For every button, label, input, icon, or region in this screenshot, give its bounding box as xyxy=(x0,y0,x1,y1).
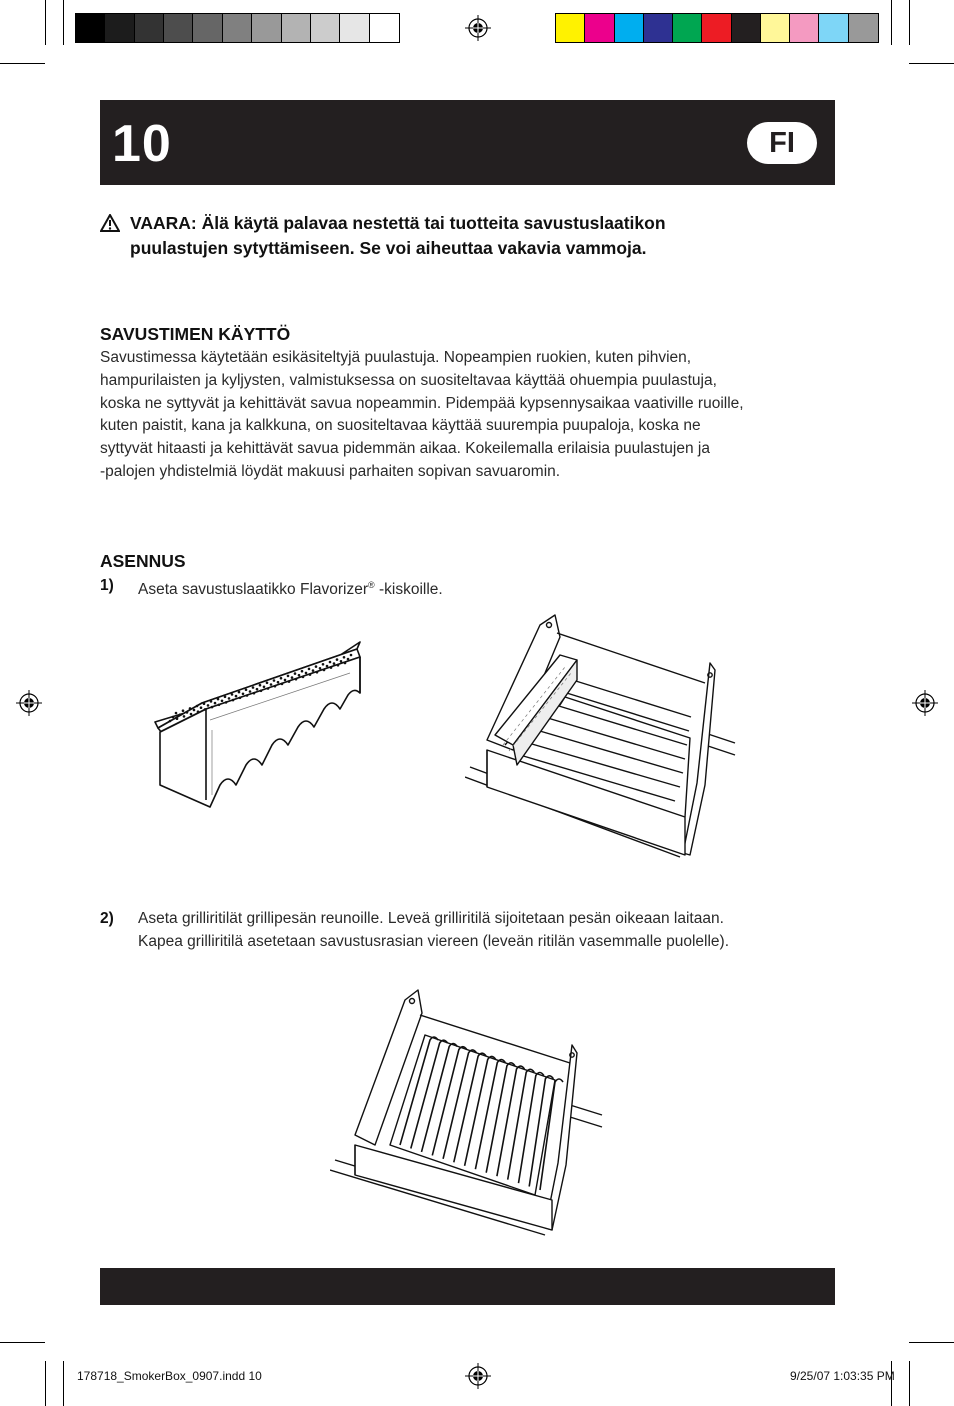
crop-mark xyxy=(0,63,45,64)
color-swatch xyxy=(819,14,848,42)
color-swatch xyxy=(252,14,281,42)
color-swatch xyxy=(135,14,164,42)
grill-grates-illustration xyxy=(330,985,610,1240)
usage-paragraph xyxy=(100,347,830,484)
page-number: 10 xyxy=(112,115,172,173)
step-text xyxy=(138,907,729,953)
usage-section-title: SAVUSTIMEN KÄYTTÖ xyxy=(100,324,291,344)
step-number: 2) xyxy=(100,910,114,927)
grayscale-color-bar xyxy=(75,13,400,43)
usage-line: Savustimessa käytetään esikäsiteltyjä puulastuja. Nopeampien ruokien, kuten pihvien, xyxy=(100,349,692,366)
color-swatch xyxy=(849,14,878,42)
crop-mark xyxy=(0,1342,45,1343)
step-number: 1) xyxy=(100,577,114,594)
step-2 xyxy=(100,907,830,953)
page-header-bar xyxy=(100,100,835,185)
usage-line: syttyvät hitaasti ja kehittävät savua pidemmän aikaa. Kokeilemalla erilaisia puulastujen ja xyxy=(100,440,710,458)
color-swatch xyxy=(732,14,761,42)
crop-mark xyxy=(909,63,954,64)
warning-line-2: puulastujen sytyttämiseen. Se voi aiheuttaa vakavia vammoja. xyxy=(130,238,647,258)
installation-section-title: ASENNUS xyxy=(100,551,186,571)
color-swatch xyxy=(282,14,311,42)
color-swatch xyxy=(193,14,222,42)
color-swatch xyxy=(105,14,134,42)
color-swatch xyxy=(311,14,340,42)
registration-target-icon xyxy=(912,690,938,716)
step-text-line: Aseta grilliritilät grillipesän reunoille. Leveä grilliritilä sijoitetaan pesän oikeaan laitaan. xyxy=(138,910,724,927)
timestamp-slug: 9/25/07 1:03:35 PM xyxy=(790,1369,895,1383)
color-swatch xyxy=(76,14,105,42)
step-text-line: Kapea grilliritilä asetetaan savustusrasian viereen (leveän ritilän vasemmalle puolelle). xyxy=(138,933,730,950)
step-1 xyxy=(100,574,830,601)
crop-mark xyxy=(909,1342,954,1343)
color-swatch xyxy=(615,14,644,42)
crop-mark xyxy=(45,0,46,45)
color-swatch xyxy=(673,14,702,42)
step-text-tail: -kiskoille. xyxy=(374,581,443,599)
warning-line-1: VAARA: Älä käytä palavaa nestettä tai tuotteita savustuslaatikon xyxy=(130,213,666,233)
registration-target-icon xyxy=(465,1363,491,1389)
crop-mark xyxy=(909,0,910,45)
step-text xyxy=(138,574,443,601)
page-footer-bar xyxy=(100,1268,835,1305)
file-slug: 178718_SmokerBox_0907.indd 10 xyxy=(77,1369,262,1383)
smoker-box-in-grill-illustration xyxy=(465,605,740,865)
color-swatch xyxy=(585,14,614,42)
color-swatch xyxy=(164,14,193,42)
color-swatch xyxy=(223,14,252,42)
step-text-main: Aseta savustuslaatikko Flavorizer xyxy=(138,581,369,599)
color-swatch xyxy=(644,14,673,42)
registration-target-icon xyxy=(465,15,491,41)
language-badge: FI xyxy=(747,122,817,164)
registered-mark: ® xyxy=(368,580,375,590)
color-swatch xyxy=(340,14,369,42)
warning-triangle-icon xyxy=(100,211,130,236)
usage-line: kuten paistit, kana ja kalkkuna, on suositeltavaa käyttää suurempia puupaloja, koska ne xyxy=(100,417,701,435)
color-swatch xyxy=(556,14,585,42)
registration-target-icon xyxy=(16,690,42,716)
crop-mark xyxy=(45,1361,46,1406)
smoker-box-illustration xyxy=(150,635,370,810)
color-swatch xyxy=(790,14,819,42)
crop-mark xyxy=(63,1361,64,1406)
usage-line: koska ne syttyvät ja kehittävät savua nopeammin. Pidempää kypsennysaikaa vaativille ruoille, xyxy=(100,394,744,412)
crop-mark xyxy=(891,0,892,45)
color-swatch xyxy=(761,14,790,42)
crop-mark xyxy=(891,1361,892,1406)
color-swatch xyxy=(702,14,731,42)
usage-line: -palojen yhdistelmiä löydät makuusi parhaiten sopivan savuaromin. xyxy=(100,462,561,480)
crop-mark xyxy=(909,1361,910,1406)
crop-mark xyxy=(63,0,64,45)
warning-notice xyxy=(100,211,820,261)
process-color-bar xyxy=(555,13,879,43)
usage-line: hampurilaisten ja kyljysten, valmistuksessa on suositeltavaa käyttää ohuempia puulastuja, xyxy=(100,371,717,389)
color-swatch xyxy=(370,14,399,42)
